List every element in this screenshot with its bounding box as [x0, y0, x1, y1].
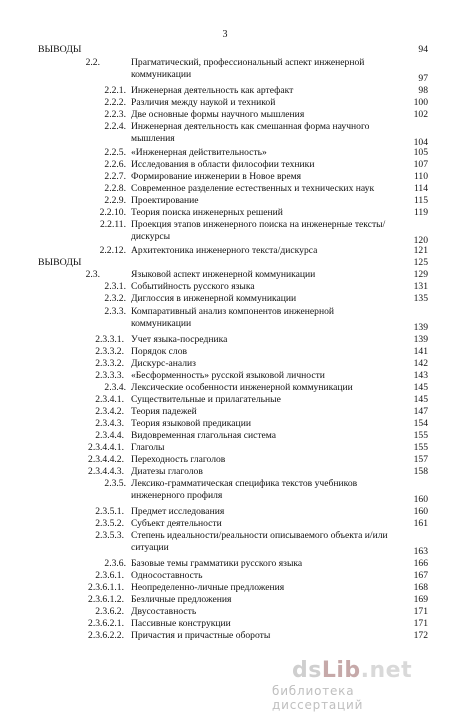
toc-heading: ВЫВОДЫ	[38, 44, 82, 55]
toc-page: 139	[413, 334, 428, 345]
toc-page: 135	[413, 293, 428, 304]
toc-number: 2.2.11.	[99, 219, 126, 230]
toc-number: 2.3.3.	[104, 306, 126, 317]
toc-title: Инженерная деятельность как артефакт	[131, 85, 294, 96]
toc-number: 2.2.4.	[104, 121, 126, 132]
toc-number: 2.3.4.4.1.	[88, 442, 124, 453]
toc-title: Субъект деятельности	[131, 518, 222, 529]
toc-page: 119	[413, 207, 428, 218]
watermark-subtitle: библиотека диссертаций	[272, 684, 364, 712]
toc-page: 143	[413, 370, 428, 381]
toc-title: Диглоссия в инженерной коммуникации	[131, 293, 297, 304]
toc-page: 171	[413, 618, 428, 629]
toc-page: 125	[413, 257, 428, 268]
toc-page: 171	[413, 606, 428, 617]
toc-page: 168	[413, 582, 428, 593]
toc-number: 2.2.	[85, 57, 100, 68]
toc-page: 94	[418, 44, 428, 55]
toc-number: 2.3.4.3.	[95, 418, 124, 429]
toc-title: Базовые темы грамматики русского языка	[131, 558, 303, 569]
toc-title: Инженерная деятельность как смешанная форма научного мышления	[131, 121, 370, 144]
toc-title: Проектирование	[131, 195, 199, 206]
toc-title: Учет языка-посредника	[131, 334, 228, 345]
toc-number: 2.3.1.	[104, 281, 126, 292]
toc-number: 2.3.6.1.	[95, 570, 124, 581]
toc-number: 2.3.4.4.	[95, 430, 124, 441]
toc-title: «Инженерная действительность»	[131, 147, 267, 158]
toc-title: Неопределенно-личные предложения	[131, 582, 285, 593]
toc-title: Односоставность	[131, 570, 203, 581]
logo-part-ds: ds	[292, 658, 322, 683]
toc-number: 2.3.2.	[104, 293, 126, 304]
toc-number: 2.3.4.1.	[95, 394, 124, 405]
toc-title: Теория поиска инженерных решений	[131, 207, 283, 218]
toc-number: 2.3.6.1.2.	[88, 594, 124, 605]
toc-title: Теория падежей	[131, 406, 197, 417]
toc-title: Предмет исследования	[131, 506, 225, 517]
toc-number: 2.2.8.	[104, 183, 126, 194]
toc-page: 104	[413, 137, 428, 148]
toc-page: 154	[413, 418, 428, 429]
toc-title: Современное разделение естественных и технических наук	[131, 183, 375, 194]
toc-page: 163	[413, 546, 428, 557]
toc-title: Причастия и причастные обороты	[131, 630, 271, 641]
toc-page: 107	[413, 159, 428, 170]
toc-title: Лексико-грамматическая специфика текстов учебников инженерного профиля	[131, 478, 358, 501]
logo-part-net: .net	[360, 658, 413, 683]
toc-page: 145	[413, 394, 428, 405]
toc-page: 160	[413, 494, 428, 505]
toc-title: Степень идеальности/реальности описываемого объекта и/или ситуации	[131, 530, 388, 553]
toc-title: Компаративный анализ компонентов инженерной коммуникации	[131, 306, 335, 329]
toc-page: 120	[413, 235, 428, 246]
toc-number: 2.3.4.4.3.	[88, 466, 124, 477]
toc-page: 139	[413, 322, 428, 333]
toc-page: 145	[413, 382, 428, 393]
toc-title: Видовременная глагольная система	[131, 430, 277, 441]
toc-number: 2.3.3.2.	[95, 358, 124, 369]
toc-title: Глаголы	[131, 442, 165, 453]
toc-page: 167	[413, 570, 428, 581]
toc-page: 100	[413, 97, 428, 108]
toc-page: 158	[413, 466, 428, 477]
toc-page: 169	[413, 594, 428, 605]
toc-number: 2.3.5.	[104, 478, 126, 489]
toc-number: 2.3.3.3.	[95, 370, 124, 381]
toc-number: 2.3.4.2.	[95, 406, 124, 417]
toc-title: Две основные формы научного мышления	[131, 109, 305, 120]
toc-page: 114	[413, 183, 428, 194]
page-number: 3	[222, 29, 228, 40]
toc-title: Исследования в области философии техники	[131, 159, 315, 170]
toc-number: 2.3.4.	[104, 382, 126, 393]
toc-title: Дискурс-анализ	[131, 358, 196, 369]
toc-title: Безличные предложения	[131, 594, 232, 605]
dslib-logo	[292, 658, 412, 683]
toc-number: 2.2.2.	[104, 97, 126, 108]
toc-page: 121	[413, 245, 428, 256]
toc-number: 2.2.12.	[99, 245, 126, 256]
toc-title: Диатезы глаголов	[131, 466, 203, 477]
toc-title: «Бесформенность» русской языковой личности	[131, 370, 325, 381]
toc-number: 2.3.6.2.2.	[88, 630, 124, 641]
toc-number: 2.3.3.1.	[95, 334, 124, 345]
toc-page: 131	[413, 281, 428, 292]
watermark	[270, 658, 450, 712]
toc-number: 2.2.3.	[104, 109, 126, 120]
toc-number: 2.3.3.2.	[95, 346, 124, 357]
toc-page: 97	[418, 73, 428, 84]
toc-title: Различия между наукой и техникой	[131, 97, 276, 108]
toc-number: 2.3.5.3.	[95, 530, 124, 541]
toc-number: 2.3.5.1.	[95, 506, 124, 517]
toc-title: Порядок слов	[131, 346, 188, 357]
toc-title: Событийность русского языка	[131, 281, 255, 292]
logo-part-lib: Lib	[321, 658, 361, 683]
toc-number: 2.2.6.	[104, 159, 126, 170]
toc-number: 2.3.5.2.	[95, 518, 124, 529]
toc-title: Проекция этапов инженерного поиска на инженерные тексты/дискурсы	[131, 219, 386, 242]
toc-page: 172	[413, 630, 428, 641]
toc-page: 147	[413, 406, 428, 417]
toc-title: Пассивные конструкции	[131, 618, 231, 629]
toc-title: Существительные и прилагательные	[131, 394, 281, 405]
toc-page: 157	[413, 454, 428, 465]
toc-number: 2.3.	[85, 269, 100, 280]
toc-number: 2.3.6.	[104, 558, 126, 569]
toc-number: 2.2.9.	[104, 195, 126, 206]
toc-number: 2.2.7.	[104, 171, 126, 182]
toc-page: 102	[413, 109, 428, 120]
toc-number: 2.3.4.4.2.	[88, 454, 124, 465]
toc-title: Переходность глаголов	[131, 454, 226, 465]
toc-page: 160	[413, 506, 428, 517]
toc-page: 98	[418, 85, 428, 96]
toc-number: 2.2.5.	[104, 147, 126, 158]
toc-title: Теория языковой предикации	[131, 418, 251, 429]
toc-number: 2.3.6.1.1.	[88, 582, 124, 593]
toc-title: Языковой аспект инженерной коммуникации	[131, 269, 316, 280]
toc-page: 141	[413, 346, 428, 357]
toc-title: Формирование инженерии в Новое время	[131, 171, 302, 182]
toc-title: Двусоставность	[131, 606, 197, 617]
toc-title: Прагматический, профессиональный аспект инженерной коммуникации	[131, 57, 365, 80]
toc-page: 142	[413, 358, 428, 369]
toc-page: 110	[413, 171, 428, 182]
toc-page: 105	[413, 147, 428, 158]
toc-page: 115	[413, 195, 428, 206]
toc-page: 155	[413, 430, 428, 441]
toc-number: 2.2.1.	[104, 85, 126, 96]
toc-number: 2.3.6.2.	[95, 606, 124, 617]
toc-page: 155	[413, 442, 428, 453]
toc-heading: ВЫВОДЫ	[38, 257, 82, 268]
toc-page: 166	[413, 558, 428, 569]
toc-number: 2.2.10.	[99, 207, 126, 218]
toc-title: Архитектоника инженерного текста/дискурса	[131, 245, 318, 256]
toc-page: 129	[413, 269, 428, 280]
toc-number: 2.3.6.2.1.	[88, 618, 124, 629]
toc-title: Лексические особенности инженерной коммуникации	[131, 382, 353, 393]
toc-page: 161	[413, 518, 428, 529]
